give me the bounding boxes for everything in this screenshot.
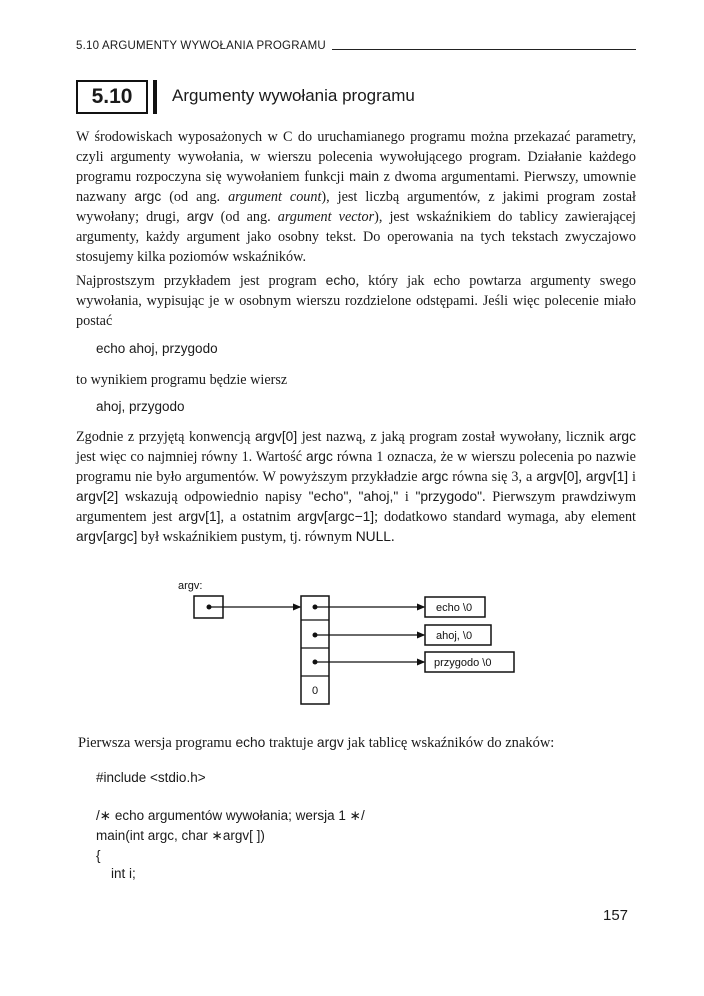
- argv-diagram: [160, 578, 540, 708]
- p3-text-n: był wskaźnikiem pustym, tj. równym: [137, 529, 356, 545]
- running-head: [76, 40, 636, 52]
- string-przygodo: przygodo \0: [434, 657, 492, 669]
- example-command: echo ahoj, przygodo: [96, 341, 218, 356]
- p3-argv-argc: argv[argc]: [76, 529, 138, 544]
- p3-text-c: jest więc co najmniej równy 1. Wartość: [76, 449, 307, 465]
- p1-main: main: [349, 169, 380, 184]
- p4-echo: echo: [235, 735, 266, 750]
- p1-text-c: (od ang.: [161, 189, 229, 205]
- result-intro: to wynikiem programu będzie wiersz: [76, 372, 288, 388]
- p1-text-b: z dwoma argumentami. Pierwszy, umownie nazwany: [76, 169, 636, 205]
- code-line-2: /∗ echo argumentów wywołania; wersja 1 ∗/: [96, 808, 365, 823]
- p4-text-c: jak tablicę wskaźników do znaków:: [343, 735, 555, 751]
- p3-text-m: ; dodatkowo standard wymaga, aby element: [374, 509, 636, 525]
- code-line-5: int i;: [96, 866, 136, 881]
- code-line-4: {: [96, 848, 101, 863]
- string-ahoj: ahoj, \0: [436, 630, 473, 642]
- p3-string-ahoj: "ahoj,": [358, 489, 399, 504]
- p1-text-d: ), jest liczbą argumentów, z jakimi program został wywołany; drugi,: [76, 189, 636, 225]
- code-line-1: #include <stdio.h>: [96, 770, 206, 785]
- p1-argv-en: argument vector: [277, 209, 375, 225]
- p3-text-a: Zgodnie z przyjętą konwencją: [76, 429, 255, 445]
- p4-text-b: traktuje: [265, 735, 317, 751]
- p3-text-g: i: [628, 469, 636, 485]
- p1-argc-en: argument count: [228, 189, 322, 205]
- p3-null: NULL: [355, 529, 391, 544]
- paragraph-4: [78, 733, 638, 753]
- p4-text-a: Pierwsza wersja programu: [78, 735, 236, 751]
- p3-argc2: argc: [306, 449, 333, 464]
- p3-text-i: ,: [348, 489, 359, 505]
- p3-argc3: argc: [421, 469, 449, 484]
- p3-argv0: argv[0]: [254, 429, 298, 444]
- argv-null-terminator: 0: [312, 685, 319, 697]
- p3-text-j: i: [398, 489, 416, 505]
- p1-text-e: (od ang.: [213, 209, 278, 225]
- running-head-rule: [332, 49, 636, 50]
- p1-text-f: ), jest wskaźnikiem do tablicy zawierającej argumenty, każdy argument jako osobny tekst. Do operowania na tych tekstach zwyczajowo stosujemy kilka poziomów wskaźników.: [76, 209, 636, 265]
- code-line-3: main(int argc, char ∗argv[ ]): [96, 828, 265, 843]
- p3-argv2: argv[2]: [76, 489, 119, 504]
- p3-argv0b: argv[0]: [536, 469, 579, 484]
- p3-string-echo: "echo": [308, 489, 349, 504]
- p3-text-e: równa się 3, a: [448, 469, 537, 485]
- p3-text-o: .: [390, 529, 395, 545]
- example-output: ahoj, przygodo: [96, 399, 185, 414]
- p3-text-k: . Pierwszym prawdziwym argumentem jest: [76, 489, 636, 525]
- section-bar: [153, 80, 157, 114]
- p2-text-b: , który jak echo powtarza argumenty swego wywołania, wypisując je w osobnym wierszu rozdzielone odstępami. Jeśli więc polecenie miało postać: [76, 273, 637, 329]
- p1-argv: argv: [186, 209, 214, 224]
- section-number-box: [76, 80, 148, 114]
- p3-argv1b: argv[1]: [178, 509, 221, 524]
- section-number: 5.10: [91, 85, 133, 108]
- p3-text-l: , a ostatnim: [220, 509, 298, 525]
- p4-argv: argv: [316, 735, 344, 750]
- p2-echo: echo: [325, 273, 356, 288]
- p3-string-przygodo: "przygodo": [415, 489, 483, 504]
- p3-text-h: wskazują odpowiednio napisy: [118, 489, 309, 505]
- paragraph-3: [76, 427, 636, 547]
- page-number: 157: [603, 907, 629, 924]
- p1-argc: argc: [134, 189, 162, 204]
- running-head-text: 5.10 ARGUMENTY WYWOŁANIA PROGRAMU: [76, 40, 326, 52]
- paragraph-1: [76, 127, 636, 267]
- paragraph-2: [76, 271, 636, 331]
- diagram-argv-label: argv:: [178, 580, 203, 592]
- p3-text-b: jest nazwą, z jaką program został wywołany, licznik: [297, 429, 610, 445]
- p3-text-d: równa 1 oznacza, że w wierszu polecenia po nazwie programu nie było argumentów. W powyższym przykładzie: [76, 449, 636, 485]
- p3-argv-last: argv[argc−1]: [297, 509, 375, 524]
- section-title: Argumenty wywołania programu: [172, 86, 415, 105]
- p3-argv1: argv[1]: [585, 469, 629, 484]
- p1-text-a: W środowiskach wyposażonych w C do uruchamianego programu można przekazać parametry, czyli argumenty wywołania, w wierszu polecenia wywołującego program. Działanie każdego programu rozpoczyna się wywołaniem funkcji: [76, 129, 636, 185]
- p3-argc: argc: [609, 429, 636, 444]
- p2-text-a: Najprostszym przykładem jest program: [76, 273, 326, 289]
- string-echo: echo \0: [436, 602, 473, 614]
- p3-text-f: ,: [578, 469, 586, 485]
